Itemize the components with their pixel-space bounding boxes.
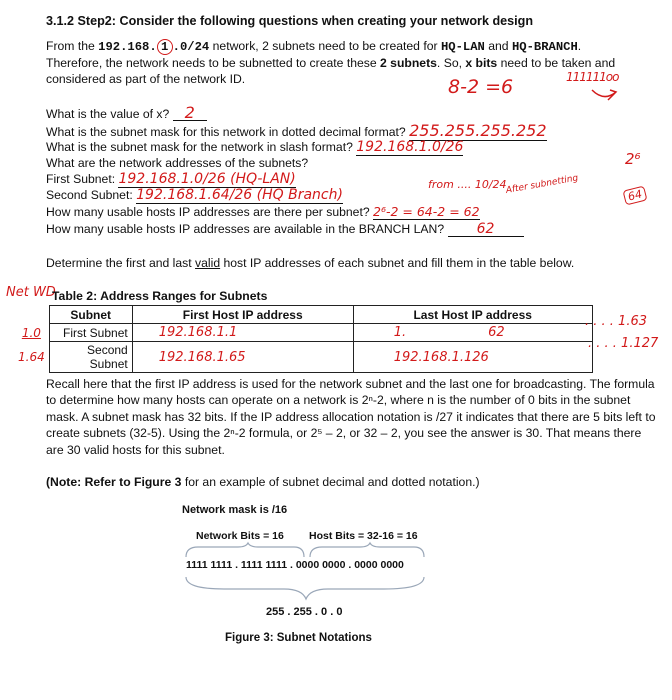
network-ip-prefix: 192.168. — [98, 40, 157, 54]
figure-mask-title: Network mask is /16 — [182, 504, 288, 516]
cell-first-host — [132, 342, 353, 373]
question-text: Second Subnet: — [46, 188, 133, 202]
handwritten-tally: 111111oo — [566, 70, 619, 84]
header-last-host: Last Host IP address — [353, 306, 592, 324]
question-usable-hosts — [46, 205, 480, 219]
answer-slash-mask: 192.168.1.0/26 — [356, 139, 464, 155]
handwritten-row2-net: 1.64 — [18, 350, 45, 364]
figure-dotted: 255 . 255 . 0 . 0 — [266, 606, 343, 618]
handwritten-row2-broadcast: . . . . 1.127 — [588, 336, 659, 351]
address-ranges-table — [14, 305, 593, 373]
handwritten-after-note: After subnetting — [505, 173, 580, 196]
hq-lan-label: HQ-LAN — [440, 40, 485, 54]
note-figure-ref: Figure 3 — [134, 475, 182, 489]
last-host-value-a: 192.168.1.126 — [393, 349, 489, 365]
handwritten-formula: 8-2 =6 — [448, 76, 514, 98]
handwritten-row1-net: 1.0 — [21, 325, 41, 340]
question-text: How many usable hosts IP addresses are available in the BRANCH LAN? — [46, 222, 445, 236]
cell-last-host — [353, 324, 592, 342]
table-row — [14, 324, 592, 342]
hq-branch-label: HQ-BRANCH — [511, 40, 578, 54]
question-text: First Subnet: — [46, 172, 116, 186]
handwritten-from-note: from .... 10/24 — [428, 178, 507, 191]
handwritten-row1-broadcast: . . . . 1.63 — [585, 314, 648, 329]
intro-text: . — [577, 39, 582, 53]
cell-last-host — [353, 342, 592, 373]
intro-text: and — [484, 39, 512, 53]
first-subnet-line — [46, 172, 296, 186]
figure-host-bits: Host Bits = 32-16 = 16 — [309, 530, 418, 542]
handwritten-power: 2⁶ — [625, 150, 641, 168]
figure-binary: 1111 1111 . 1111 1111 . 0000 0000 . 0000 0000 — [186, 559, 404, 571]
note-text: (Note: Refer to — [46, 475, 135, 489]
intro-line-1 — [46, 39, 581, 55]
answer-dotted-mask: 255.255.255.252 — [409, 121, 547, 140]
last-host-value-a: 1. — [393, 325, 407, 340]
answer-first-subnet: 192.168.1.0/26 (HQ-LAN) — [118, 171, 296, 187]
net-column-spacer — [14, 306, 49, 324]
answer-second-subnet: 192.168.1.64/26 (HQ Branch) — [136, 187, 343, 203]
first-host-value: 192.168.1.1 — [158, 325, 238, 340]
x-bits-text: x bits — [465, 56, 498, 70]
cell-subnet: First Subnet — [49, 324, 132, 342]
handwritten-boxed-64: 64 — [623, 186, 648, 206]
cell-subnet: Second Subnet — [49, 342, 132, 373]
question-network-addresses: What are the network addresses of the subnets? — [46, 156, 309, 170]
figure-note — [46, 475, 480, 489]
answer-usable-hosts: 2⁶-2 = 64-2 = 62 — [373, 204, 480, 219]
instruction-text: host IP addresses of each subnet and fill them in the table below. — [220, 256, 575, 270]
intro-text: need to be taken and — [497, 56, 616, 70]
header-first-host: First Host IP address — [132, 306, 353, 324]
intro-text: network, 2 subnets need to be created for — [209, 39, 441, 53]
answer-branch-hosts: 62 — [448, 223, 524, 237]
network-ip-suffix: .0/24 — [172, 40, 210, 54]
instruction-text: Determine the first and last — [46, 256, 196, 270]
handwritten-net-wd: Net WD — [6, 285, 56, 300]
figure-caption-text: Figure 3: Subnet Notations — [225, 632, 372, 644]
question-text: How many usable hosts IP addresses are there per subnet? — [46, 205, 370, 219]
figure-network-bits: Network Bits = 16 — [196, 530, 284, 542]
question-text: What is the subnet mask for this network in dotted decimal format? — [46, 125, 406, 139]
question-slash-mask — [46, 140, 463, 154]
instruction-line — [46, 256, 574, 270]
two-subnets-text: 2 subnets — [380, 56, 437, 70]
second-subnet-line — [46, 188, 343, 202]
recall-paragraph: Recall here that the first IP address is used for the network subnet and the last one for broadcasting. The formula to determine how many hosts can operate on a network is 2ⁿ-2, where n is the number of 0 bits in the subnet mask. A subnet mask has 32 bits. If the IP address allocation notation is /27 it indicates that there are 5 bits left to create subnets (32-5). Using the 2ⁿ-2 formula, or 2⁵ – 2, or 32 – 2, you see the answer is 30. That means there are 30 valid hosts for this subnet. — [46, 377, 656, 457]
last-host-value-b: 62 — [488, 325, 505, 340]
intro-text: . So, — [436, 56, 466, 70]
figure-caption — [225, 632, 372, 644]
header-subnet: Subnet — [49, 306, 132, 324]
intro-text: Therefore, the network needs to be subnetted to create these — [46, 56, 381, 70]
note-text: for an example of subnet decimal and dotted notation.) — [181, 475, 480, 489]
handwritten-arrow-icon — [590, 88, 620, 108]
row-net-note — [14, 342, 49, 373]
question-x — [46, 103, 207, 122]
table-header-row — [14, 306, 592, 324]
question-branch-hosts — [46, 222, 524, 237]
first-host-value: 192.168.1.65 — [158, 349, 246, 365]
row-net-note — [14, 324, 49, 342]
valid-text: valid — [195, 256, 221, 270]
section-heading: 3.1.2 Step2: Consider the following questions when creating your network design — [46, 14, 534, 28]
question-dotted-mask — [46, 121, 547, 140]
table-caption-text: Table 2: Address Ranges for Subnets — [52, 289, 268, 303]
table-caption — [52, 289, 267, 303]
intro-line-2 — [46, 56, 615, 70]
answer-x: 2 — [173, 106, 207, 121]
question-text: What is the subnet mask for the network in slash format? — [46, 140, 353, 154]
cell-first-host — [132, 324, 353, 342]
question-text: What is the value of x? — [46, 107, 170, 121]
circled-octet: 1 — [157, 39, 173, 55]
intro-line-3: considered as part of the network ID. — [46, 72, 246, 86]
table-row — [14, 342, 592, 373]
intro-text: From the — [46, 39, 99, 53]
figure-brace-bottom-icon — [184, 575, 434, 605]
